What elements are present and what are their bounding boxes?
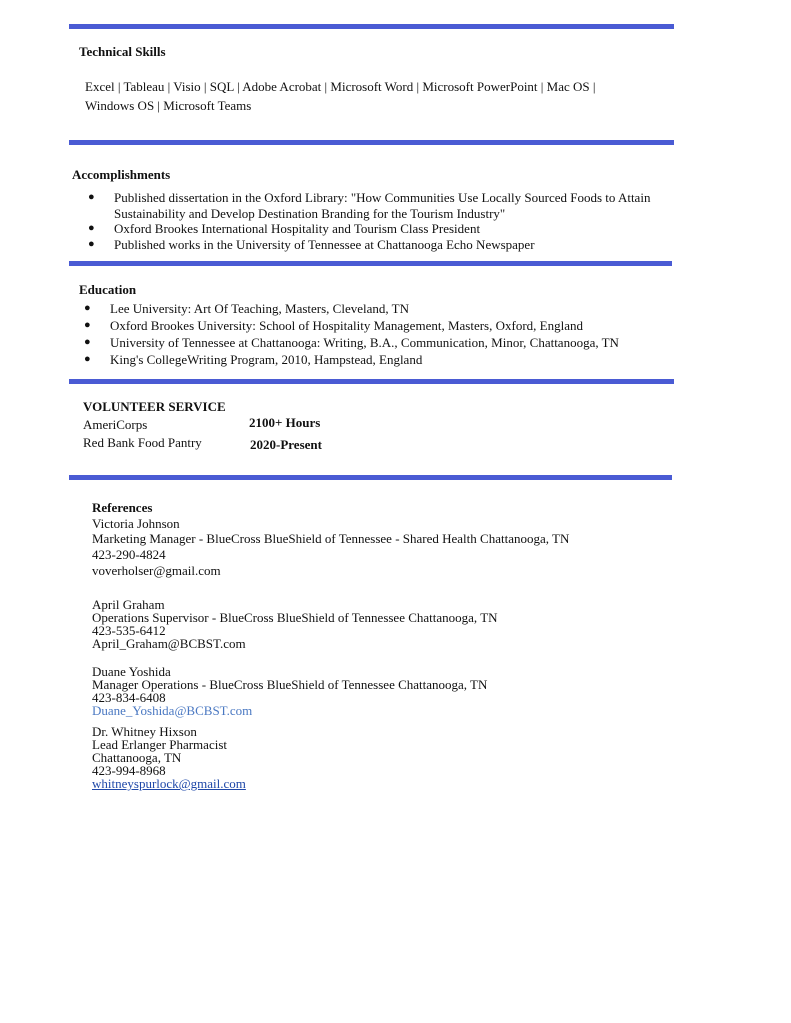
reference-title: Lead Erlanger Pharmacist — [92, 737, 227, 752]
reference-name: April Graham — [92, 597, 165, 612]
technical-skills-line: Windows OS | Microsoft Teams — [85, 98, 252, 113]
reference-phone: 423-535-6412 — [92, 623, 166, 638]
reference-name: Victoria Johnson — [92, 516, 180, 531]
bullet-icon: ● — [88, 222, 95, 235]
reference-email: April_Graham@BCBST.com — [92, 636, 246, 651]
volunteer-heading: VOLUNTEER SERVICE — [83, 399, 226, 414]
volunteer-detail: 2100+ Hours — [249, 415, 321, 430]
section-divider — [69, 24, 674, 29]
list-item: ● University of Tennessee at Chattanooga: Writing, B.A., Communication, Minor, Chattanooga, TN — [84, 335, 619, 350]
technical-skills-heading: Technical Skills — [79, 44, 166, 59]
technical-skills-line: Excel | Tableau | Visio | SQL | Adobe Acrobat | Microsoft Word | Microsoft PowerPoint | Mac OS | — [85, 79, 596, 94]
section-divider — [69, 475, 672, 480]
reference-location: Chattanooga, TN — [92, 750, 182, 765]
bullet-icon: ● — [88, 237, 95, 250]
volunteer-org: AmeriCorps — [83, 417, 148, 432]
list-item: ● Oxford Brookes University: School of Hospitality Management, Masters, Oxford, England — [84, 318, 583, 333]
bullet-icon: ● — [84, 353, 91, 365]
list-item: ● Lee University: Art Of Teaching, Masters, Cleveland, TN — [84, 301, 409, 316]
reference-phone: 423-834-6408 — [92, 690, 166, 705]
list-item: ● Published dissertation in the Oxford Library: "How Communities Use Locally Sourced Foods to Attain Sustainability and Develop Destination Branding for the Tourism Industry" — [88, 190, 651, 221]
reference-phone: 423-290-4824 — [92, 547, 166, 562]
list-item: ● Published works in the University of Tennessee at Chattanooga Echo Newspaper — [88, 236, 535, 252]
reference-name: Duane Yoshida — [92, 664, 171, 679]
reference-name: Dr. Whitney Hixson — [92, 724, 197, 739]
section-divider — [69, 379, 674, 384]
reference-title: Manager Operations - BlueCross BlueShield of Tennessee Chattanooga, TN — [92, 677, 488, 692]
volunteer-detail: 2020-Present — [250, 437, 322, 452]
bullet-icon: ● — [84, 319, 91, 331]
section-divider — [69, 140, 674, 145]
volunteer-org: Red Bank Food Pantry — [83, 435, 202, 450]
accomplishments-list — [88, 190, 650, 252]
education-list — [84, 300, 619, 368]
education-heading: Education — [79, 282, 137, 297]
accomplishments-heading: Accomplishments — [72, 167, 171, 182]
reference-title: Operations Supervisor - BlueCross BlueShield of Tennessee Chattanooga, TN — [92, 610, 498, 625]
bullet-icon: ● — [84, 302, 91, 314]
reference-email-link[interactable]: whitneyspurlock@gmail.com — [92, 776, 246, 791]
reference-title: Marketing Manager - BlueCross BlueShield of Tennessee - Shared Health Chattanooga, TN — [92, 531, 570, 546]
reference-email: voverholser@gmail.com — [92, 563, 221, 578]
section-divider — [69, 261, 672, 266]
list-item: ● King's CollegeWriting Program, 2010, Hampstead, England — [84, 352, 423, 367]
bullet-icon: ● — [88, 191, 95, 203]
reference-email-link[interactable]: Duane_Yoshida@BCBST.com — [92, 703, 253, 718]
bullet-icon: ● — [84, 336, 91, 348]
references-heading: References — [92, 500, 153, 515]
reference-phone: 423-994-8968 — [92, 763, 166, 778]
list-item: ● Oxford Brookes International Hospitality and Tourism Class President — [88, 221, 481, 237]
